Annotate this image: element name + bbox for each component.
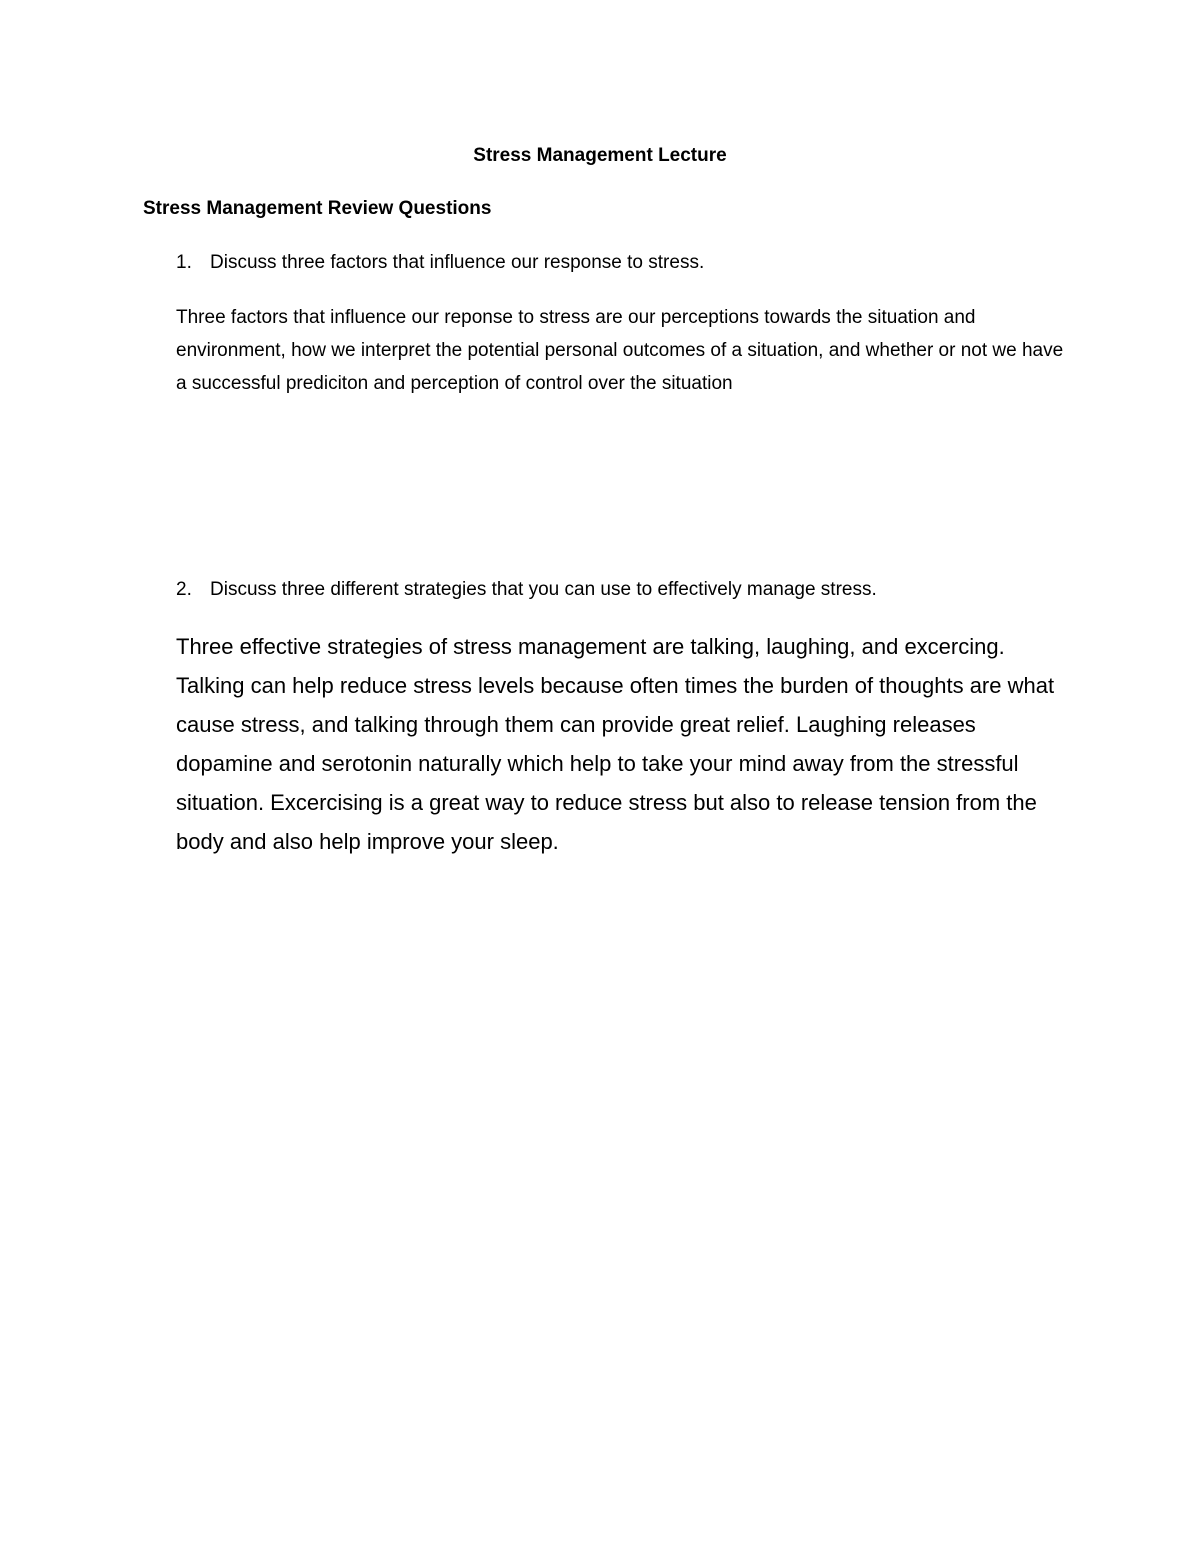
question-2-text: Discuss three different strategies that you can use to effectively manage stress.	[210, 579, 877, 600]
question-2	[143, 577, 1063, 603]
answer-1: Three factors that influence our reponse to stress are our perceptions towards the situation and environment, how we interpret the potential personal outcomes of a situation, and whether or not we have a successful prediciton and perception of control over the situation	[176, 307, 1064, 394]
question-1-number: 1.	[176, 252, 192, 273]
document-title: Stress Management Lecture	[473, 145, 727, 166]
section-heading: Stress Management Review Questions	[143, 198, 492, 219]
question-1-text: Discuss three factors that influence our response to stress.	[210, 252, 705, 273]
question-2-number: 2.	[176, 579, 192, 600]
answer-2: Three effective strategies of stress management are talking, laughing, and excercing. Talking can help reduce stress levels because often times the burden of thoughts are what cause stress, and talking through them can provide great relief. Laughing releases dopamine and serotonin naturally which help to take your mind away from the stressful situation. Excercising is a great way to reduce stress but also to release tension from the body and also help improve your sleep.	[176, 634, 1055, 854]
question-1	[143, 250, 1063, 276]
